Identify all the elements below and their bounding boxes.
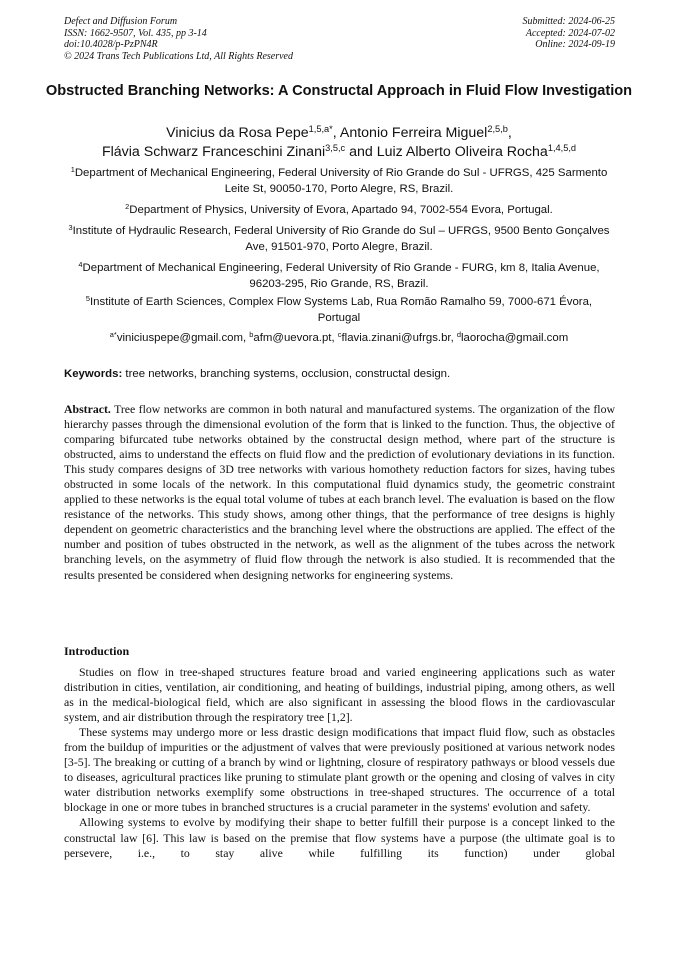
affiliation-2 <box>66 203 612 219</box>
introduction-paragraph: Allowing systems to evolve by modifying their shape to better fulfill their purpose is a concept linked to the constructal law [6]. This law is based on the premise that flow systems have a purpose (the ultimate goal is to persevere, i.e., to stay alive while fulfilling its function) under global <box>64 815 615 860</box>
affiliation-number: 2 <box>125 201 130 211</box>
affiliation-text: Department of Mechanical Engineering, Federal University of Rio Grande - FURG, km 8, Italia Avenue, 96203-295, Rio Grande, RS, Brazil. <box>82 262 600 290</box>
author-list <box>40 124 638 162</box>
author-name: Luiz Alberto Oliveira Rocha <box>376 144 548 160</box>
affiliation-5 <box>66 295 612 326</box>
author-affil-sup: 3,5,c <box>325 142 346 153</box>
introduction-body <box>64 665 615 861</box>
author-emails <box>66 331 612 346</box>
publication-dates <box>523 16 616 51</box>
journal-name: Defect and Diffusion Forum <box>64 16 178 27</box>
affiliation-3 <box>66 224 612 255</box>
email-sup: b <box>249 329 254 339</box>
journal-info <box>64 16 293 62</box>
author-affil-sup: 1,4,5,d <box>547 142 577 153</box>
introduction-heading: Introduction <box>64 644 130 658</box>
keywords <box>64 367 615 382</box>
email-sup: c <box>337 329 342 339</box>
author-name: Vinicius da Rosa Pepe <box>166 125 309 141</box>
affiliation-1 <box>66 166 612 197</box>
introduction-paragraph: Studies on flow in tree-shaped structures feature broad and varied engineering applications such as water distribution in cities, ventilation, air conditioning, and heating of buildings, industrial piping, among others, as well as in the medical-biological field, which are also significant in assessing the blood flows in the cardiovascular system, and air distribution through the respiratory tree [1,2]. <box>64 665 615 725</box>
author-line-2 <box>40 143 638 162</box>
email-link[interactable]: flavia.zinani@ufrgs.br, <box>341 332 457 344</box>
author-name: Antonio Ferreira Miguel <box>339 125 488 141</box>
keywords-text: tree networks, branching systems, occlusion, constructal design. <box>122 368 451 380</box>
author-name: Flávia Schwarz Franceschini Zinani <box>101 144 326 160</box>
journal-doi: doi:10.4028/p-PzPN4R <box>64 39 158 50</box>
author-conjunction: and <box>345 144 377 160</box>
journal-copyright: © 2024 Trans Tech Publications Ltd, All Rights Reserved <box>64 50 293 62</box>
affiliation-4 <box>66 261 612 292</box>
affiliation-number: 1 <box>70 164 75 174</box>
abstract-label: Abstract. <box>64 402 111 416</box>
affiliation-number: 4 <box>78 259 83 269</box>
affiliation-number: 5 <box>85 293 91 303</box>
journal-issn: ISSN: 1662-9507, Vol. 435, pp 3-14 <box>64 27 207 39</box>
email-sup: a* <box>109 329 117 339</box>
affiliation-text: Institute of Earth Sciences, Complex Flow Systems Lab, Rua Romão Ramalho 59, 7000-671 Évora, Portugal <box>90 296 593 324</box>
introduction-paragraph: These systems may undergo more or less drastic design modifications that impact fluid flow, such as obstacles from the buildup of impurities or the adjustment of valves that were previously positioned at various network nodes [3-5]. The breaking or cutting of a branch by wind or lightning, closure of respiratory pathways or blood vessels due to diseases, agricultural practices like pruning to stimulate plant growth or the opening and closing of valves in city water distribution networks exemplify some obstructions in tree-shaped structures. The occurrence of a total blockage in one or more tubes in branched structures is a crucial parameter in the systems' evolution and safety. <box>64 725 615 815</box>
email-link[interactable]: viniciuspepe@gmail.com, <box>116 332 250 344</box>
accepted-date: Accepted: 2024-07-02 <box>525 27 615 39</box>
email-sup: d <box>456 329 462 339</box>
submitted-date: Submitted: 2024-06-25 <box>522 16 615 27</box>
author-affil-sup: 2,5,b <box>487 123 508 134</box>
email-link[interactable]: laorocha@gmail.com <box>461 332 569 344</box>
email-link[interactable]: afm@uevora.pt, <box>253 332 338 344</box>
keywords-label: Keywords: <box>64 368 123 380</box>
abstract-text: Tree flow networks are common in both natural and manufactured systems. The organization of the flow hierarchy passes through the dimensional evolution of the form that is linked to the function. Thus, the objective of comparing bifurcated tube networks obtained by the constructal design method, where part of the structure is obstructed, aims to understand the effects on fluid flow and the prediction of evolutionary deviations in its function. This study compares designs of 3D tree networks with various homothety reduction factors for sizes, having tubes obstructed in some locals of the network. In this computational fluid dynamics study, the geometric constraint applied to these networks is the equal total volume of tubes at each branch level. The evaluation is based on the flow resistance of the networks. This study shows, among other things, that the performance of tree designs is highly dependent on geometric characteristics and the branching level where the obstructions are applied. The effect of the number and position of tubes obstructed in the network, as well as the alignment of the tubes across the network branching levels, on the asymmetry of fluid flow through the network is also studied. It is recommended that the results presented be considered when designing networks for engineering systems. <box>64 402 615 582</box>
affiliation-text: Department of Mechanical Engineering, Federal University of Rio Grande do Sul - UFRGS, 425 Sarmento Leite St, 90050-170, Porto Alegre, RS, Brazil. <box>74 167 608 195</box>
paper-title: Obstructed Branching Networks: A Constructal Approach in Fluid Flow Investigation <box>45 83 633 99</box>
online-date: Online: 2024-09-19 <box>535 39 615 50</box>
affiliation-text: Institute of Hydraulic Research, Federal University of Rio Grande do Sul – UFRGS, 9500 Bento Gonçalves Ave, 91501-970, Porto Alegre, Brazil. <box>72 225 610 253</box>
author-affil-sup: 1,5,a* <box>308 123 333 134</box>
affiliation-number: 3 <box>68 222 73 232</box>
abstract <box>64 402 615 583</box>
author-line-1: Vinicius da Rosa Pepe$^{1,5,a*}$, Antonio Ferreira Miguel$^{2,5,b}$, <box>166 123 512 141</box>
affiliation-text: Department of Physics, University of Evora, Apartado 94, 7002-554 Evora, Portugal. <box>129 204 553 216</box>
